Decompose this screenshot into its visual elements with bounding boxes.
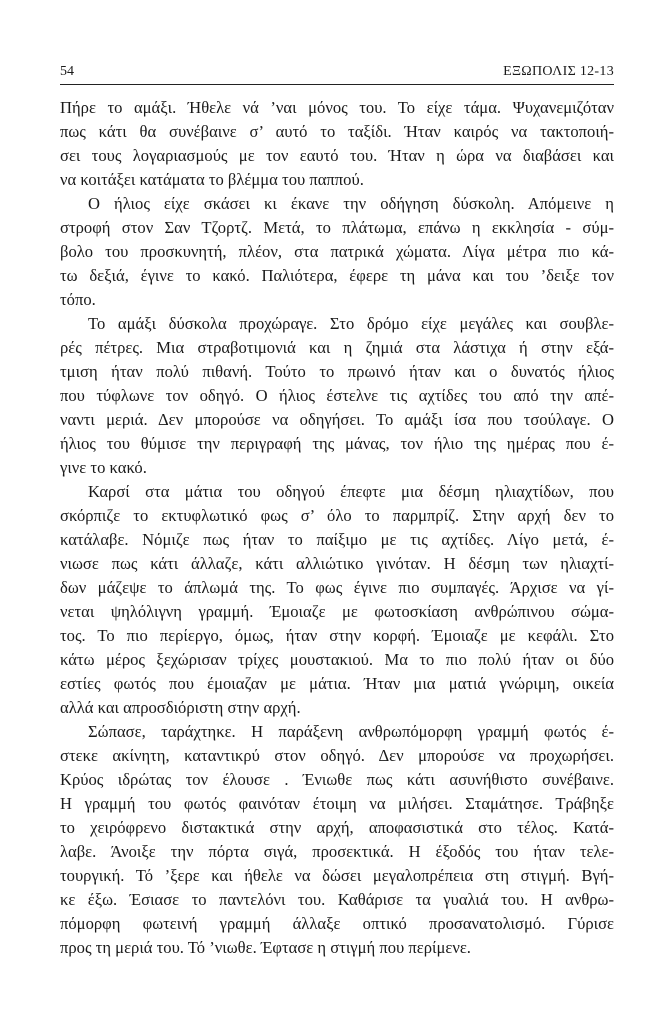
page-header	[60, 62, 614, 85]
paragraph	[60, 192, 614, 312]
text-line: αλλά και απροσδιόριστη στην αρχή.	[60, 698, 301, 717]
text-line: κε έξω. Έσιασε το παντελόνι του. Καθάρισε τα γυαλιά του. Η ανθρω-	[60, 890, 614, 909]
text-line: νεται ψηλόλιγνη γραμμή. Έμοιαζε με φωτοσκίαση ανθρώπινου σώμα-	[60, 602, 614, 621]
text-line: ρές πέτρες. Μια στραβοτιμονιά και η ζημιά στα λάστιχα ή στην εξά-	[60, 338, 614, 357]
text-line: εστίες φωτός που έμοιαζαν με μάτια. Ήταν μια ματιά γνώριμη, οικεία	[60, 674, 614, 693]
text-line: τος. Το πιο περίεργο, όμως, ήταν στην κορφή. Έμοιαζε με κεφάλι. Στο	[60, 626, 614, 645]
text-line: τω δεξιά, έγινε το κακό. Παλιότερα, έφερε τη μάνα και του ’δειξε τον	[60, 266, 614, 285]
body-text	[60, 96, 614, 960]
text-line: στροφή στον Σαν Τζορτζ. Μετά, το πλάτωμα, επάνω η εκκλησία - σύμ-	[60, 218, 614, 237]
paragraph	[60, 480, 614, 720]
text-line: δων μάζεψε το άπλωμά της. Το φως έγινε πιο συμπαγές. Άρχισε να γί-	[60, 578, 614, 597]
paragraph	[60, 96, 614, 192]
text-line: κατάλαβε. Νόμιζε πως ήταν το παίξιμο με τις αχτίδες. Λίγο μετά, έ-	[60, 530, 614, 549]
text-line: ναντι μεριά. Δεν μπορούσε να οδηγήσει. Το αμάξι ίσα που τσούλαγε. Ο	[60, 410, 614, 429]
text-line: πως κάτι θα συνέβαινε σ’ αυτό το ταξίδι. Ήταν καιρός να τακτοποιή-	[60, 122, 614, 141]
paragraph	[60, 312, 614, 480]
text-line: προς τη μεριά του. Τό ’νιωθε. Έφτασε η στιγμή που περίμενε.	[60, 938, 471, 957]
text-line: το χειρόφρενο διστακτικά στην αρχή, αποφασιστικά στο τέλος. Κατά-	[60, 818, 614, 837]
text-line: Καρσί στα μάτια του οδηγού έπεφτε μια δέσμη ηλιαχτίδων, που	[88, 482, 614, 501]
text-line: ήλιος του θύμισε την περιγραφή της μάνας, τον ήλιο της ημέρας που έ-	[60, 434, 614, 453]
text-line: κάτω μέρος ξεχώρισαν τρίχες μουστακιού. Μα το πιο πολύ ήταν οι δύο	[60, 650, 614, 669]
text-line: πόμορφη φωτεινή γραμμή άλλαξε οπτικό προσανατολισμό. Γύρισε	[60, 914, 614, 933]
text-line: Σώπασε, ταράχτηκε. Η παράξενη ανθρωπόμορφη γραμμή φωτός έ-	[88, 722, 614, 741]
text-line: τμιση ήταν πολύ πιθανή. Τούτο το πρωινό ήταν και ο δυνατός ήλιος	[60, 362, 614, 381]
text-line: που τύφλωνε τον οδηγό. Ο ήλιος έστελνε τις αχτίδες του από την απέ-	[60, 386, 614, 405]
text-line: να κοιτάξει κατάματα το βλέμμα του παππού.	[60, 170, 364, 189]
text-line: νιωσε πως κάτι άλλαζε, κάτι αλλιώτικο γινόταν. Η δέσμη των ηλιαχτί-	[60, 554, 614, 573]
text-line: σκόρπιζε το εκτυφλωτικό φως σ’ όλο το παρμπρίζ. Στην αρχή δεν το	[60, 506, 614, 525]
text-line: τουργική. Τό ’ξερε και ήθελε να δώσει μεγαλοπρέπεια στη στιγμή. Βγή-	[60, 866, 614, 885]
text-line: σει τους λογαριασμούς με τον εαυτό του. Ήταν η ώρα να διαβάσει και	[60, 146, 614, 165]
text-line: στεκε ακίνητη, καταντικρύ στον οδηγό. Δεν μπορούσε να προχωρήσει.	[60, 746, 614, 765]
text-line: βολο του προσκυνητή, πλέον, στα πατρικά χώματα. Λίγα μέτρα πιο κά-	[60, 242, 614, 261]
text-line: Το αμάξι δύσκολα προχώραγε. Στο δρόμο είχε μεγάλες και σουβλε-	[88, 314, 614, 333]
page-number: 54	[60, 64, 74, 79]
text-line: Ο ήλιος είχε σκάσει κι έκανε την οδήγηση δύσκολη. Απόμεινε η	[88, 194, 614, 213]
paragraph	[60, 720, 614, 960]
running-head: ΕΞΩΠΟΛΙΣ 12-13	[503, 64, 614, 79]
text-line: Η γραμμή του φωτός φαινόταν έτοιμη να μιλήσει. Σταμάτησε. Τράβηξε	[60, 794, 614, 813]
text-line: τόπο.	[60, 290, 96, 309]
text-line: Πήρε το αμάξι. Ήθελε νά ’ναι μόνος του. Το είχε τάμα. Ψυχανεμιζόταν	[60, 98, 614, 117]
text-line: λαβε. Άνοιξε την πόρτα σιγά, προσεκτικά. Η έξοδός του ήταν τελε-	[60, 842, 614, 861]
text-line: γινε το κακό.	[60, 458, 147, 477]
text-line: Κρύος ιδρώτας τον έλουσε . Ένιωθε πως κάτι ασυνήθιστο συνέβαινε.	[60, 770, 614, 789]
